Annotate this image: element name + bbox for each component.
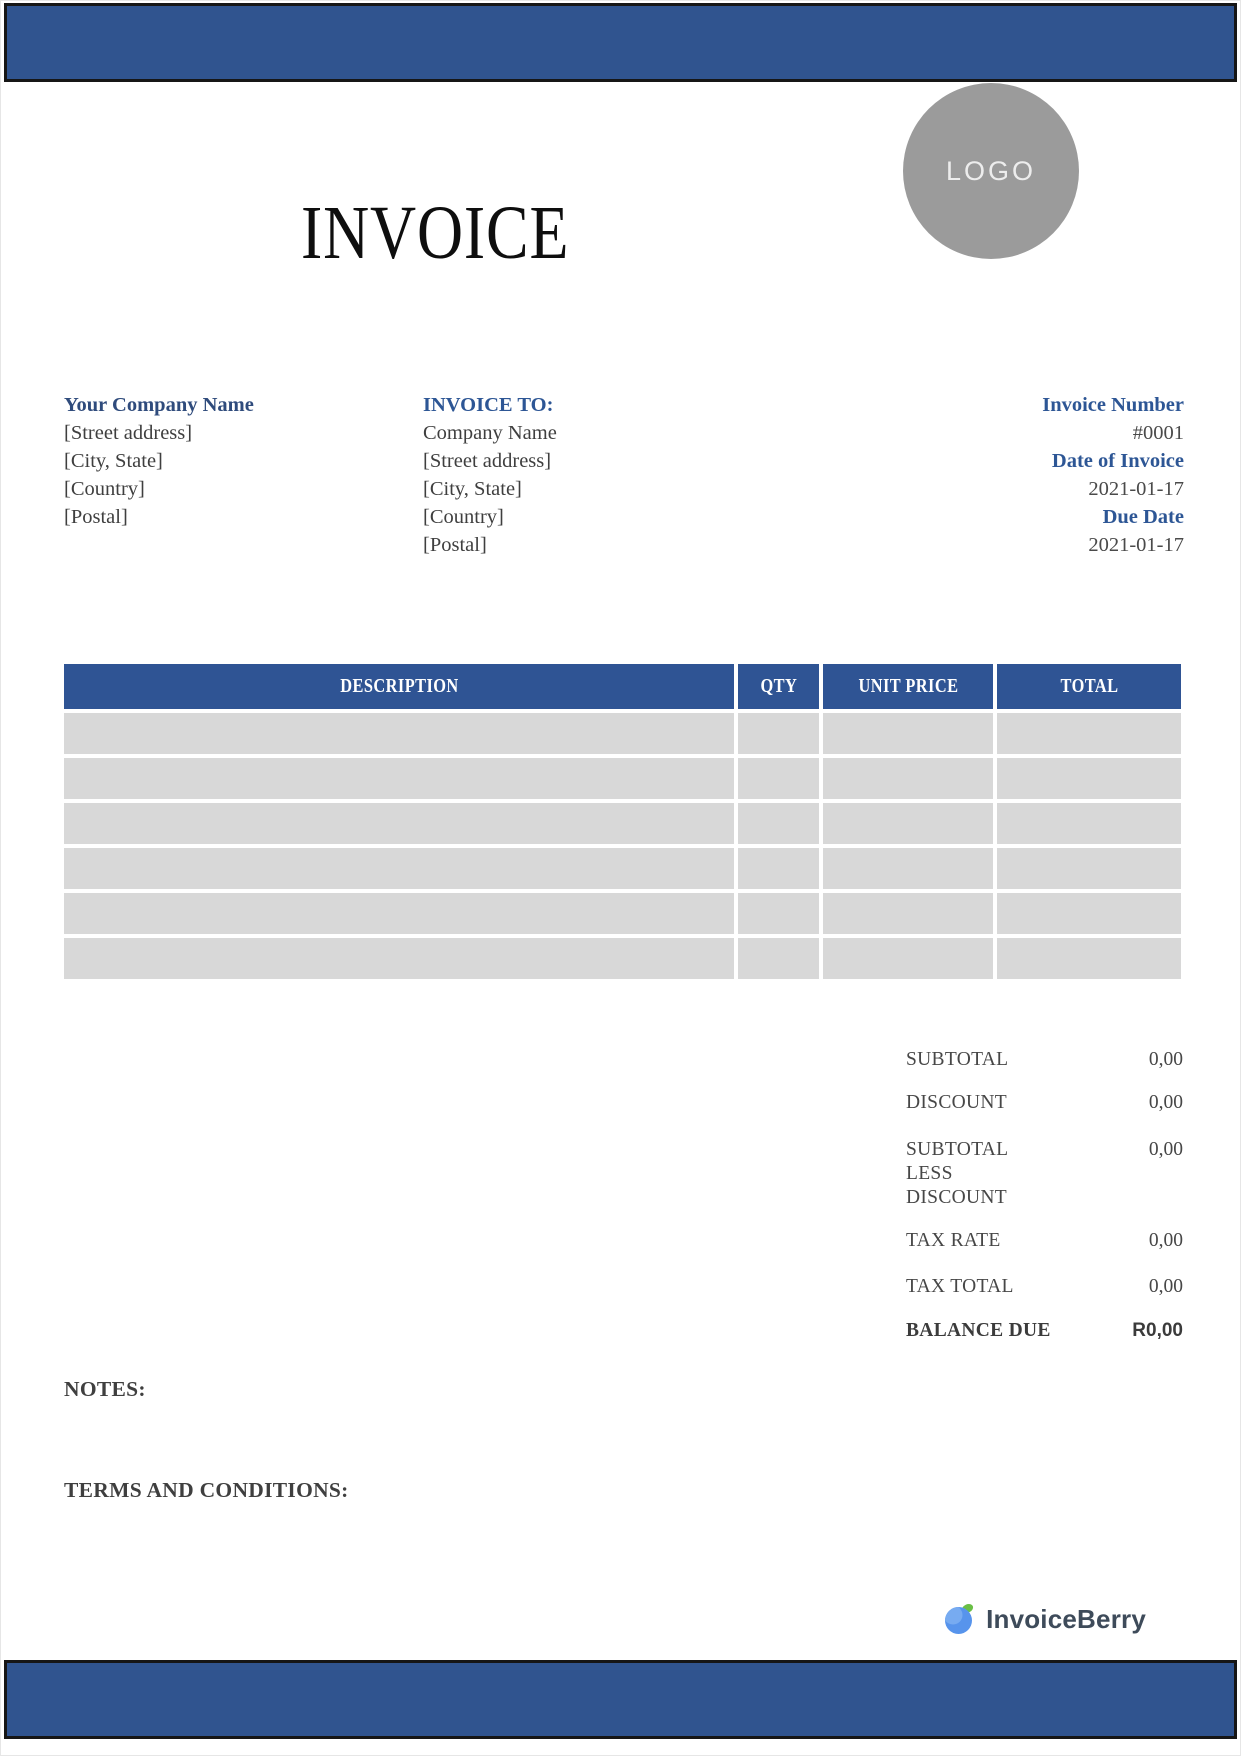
column-header-total xyxy=(997,664,1181,709)
totals-value-subtotal: 0,00 xyxy=(1148,1049,1183,1070)
meta-label-due-date: Due Date xyxy=(1102,506,1184,528)
company-address-line: [Postal] xyxy=(64,506,128,528)
logo-text: LOGO xyxy=(945,155,1037,186)
column-header-unit-price-label: UNIT PRICE xyxy=(858,675,958,697)
column-header-qty-label: QTY xyxy=(760,675,797,697)
company-address-line: [Street address] xyxy=(64,422,193,444)
items-table-header-row xyxy=(64,664,1181,709)
table-cell xyxy=(64,848,734,889)
top-banner-bar xyxy=(4,3,1237,82)
table-cell xyxy=(64,758,734,799)
table-cell xyxy=(823,758,993,799)
items-table xyxy=(64,664,1181,983)
meta-value-date-of-invoice: 2021-01-17 xyxy=(1088,478,1184,500)
invoice-meta-block xyxy=(1042,391,1184,559)
table-cell xyxy=(823,938,993,979)
totals-value-balance-due: R0,00 xyxy=(1132,1320,1183,1341)
table-row xyxy=(64,938,1181,979)
totals-row-discount xyxy=(906,1091,1183,1115)
totals-label-subtotal-less-discount: SUBTOTAL LESS DISCOUNT xyxy=(906,1139,1008,1208)
page-title: INVOICE xyxy=(301,191,570,275)
table-cell xyxy=(738,803,819,844)
table-cell xyxy=(738,893,819,934)
company-name: Your Company Name xyxy=(64,394,254,416)
bill-to-block xyxy=(423,391,557,559)
table-cell xyxy=(997,713,1181,754)
table-cell xyxy=(997,803,1181,844)
meta-value-invoice-number: #0001 xyxy=(1132,422,1184,444)
bill-to-line: Company Name xyxy=(423,422,557,444)
totals-row-subtotal-less-discount xyxy=(906,1138,1183,1210)
company-address-line: [City, State] xyxy=(64,450,163,472)
column-header-total-label: TOTAL xyxy=(1060,675,1118,697)
table-cell xyxy=(823,893,993,934)
totals-row-tax-rate xyxy=(906,1229,1183,1253)
totals-row-balance-due xyxy=(906,1319,1183,1343)
totals-value-discount: 0,00 xyxy=(1148,1092,1183,1113)
company-block xyxy=(64,391,254,531)
invoiceberry-brand-text: InvoiceBerry xyxy=(986,1603,1146,1634)
bill-to-line: [City, State] xyxy=(423,478,522,500)
terms-heading: TERMS AND CONDITIONS: xyxy=(64,1478,349,1502)
table-cell xyxy=(997,758,1181,799)
totals-label-balance-due: BALANCE DUE xyxy=(906,1320,1051,1341)
logo-placeholder xyxy=(903,83,1079,259)
totals-label-tax-rate: TAX RATE xyxy=(906,1230,1001,1251)
column-header-description xyxy=(64,664,734,709)
column-header-qty xyxy=(738,664,819,709)
table-row xyxy=(64,803,1181,844)
table-cell xyxy=(64,803,734,844)
table-cell xyxy=(738,848,819,889)
company-address-line: [Country] xyxy=(64,478,145,500)
meta-label-date-of-invoice: Date of Invoice xyxy=(1051,450,1184,472)
items-table-body xyxy=(64,713,1181,979)
totals-row-tax-total xyxy=(906,1275,1183,1299)
bill-to-line: [Street address] xyxy=(423,450,552,472)
totals-value-tax-rate: 0,00 xyxy=(1148,1230,1183,1251)
table-cell xyxy=(823,713,993,754)
bottom-banner-bar xyxy=(4,1660,1237,1739)
table-cell xyxy=(823,803,993,844)
table-row xyxy=(64,848,1181,889)
table-cell xyxy=(738,938,819,979)
table-cell xyxy=(997,848,1181,889)
table-cell xyxy=(64,938,734,979)
table-cell xyxy=(64,713,734,754)
bill-to-heading: INVOICE TO: xyxy=(423,394,554,416)
table-row xyxy=(64,893,1181,934)
footer-brand xyxy=(943,1602,1146,1636)
invoiceberry-berry-icon xyxy=(943,1602,977,1636)
table-cell xyxy=(64,893,734,934)
totals-label-discount: DISCOUNT xyxy=(906,1092,1007,1113)
table-cell xyxy=(823,848,993,889)
table-row xyxy=(64,713,1181,754)
meta-value-due-date: 2021-01-17 xyxy=(1088,534,1184,556)
column-header-unit-price xyxy=(823,664,993,709)
column-header-description-label: DESCRIPTION xyxy=(339,675,459,697)
table-cell xyxy=(738,713,819,754)
table-cell xyxy=(997,893,1181,934)
meta-label-invoice-number: Invoice Number xyxy=(1042,394,1184,416)
totals-label-subtotal: SUBTOTAL xyxy=(906,1049,1009,1070)
table-cell xyxy=(997,938,1181,979)
table-row xyxy=(64,758,1181,799)
bill-to-line: [Country] xyxy=(423,506,504,528)
totals-value-subtotal-less-discount: 0,00 xyxy=(1148,1139,1183,1160)
notes-heading: NOTES: xyxy=(64,1377,146,1401)
totals-label-tax-total: TAX TOTAL xyxy=(906,1276,1014,1297)
table-cell xyxy=(738,758,819,799)
totals-row-subtotal xyxy=(906,1048,1183,1072)
bill-to-line: [Postal] xyxy=(423,534,487,556)
totals-value-tax-total: 0,00 xyxy=(1148,1276,1183,1297)
